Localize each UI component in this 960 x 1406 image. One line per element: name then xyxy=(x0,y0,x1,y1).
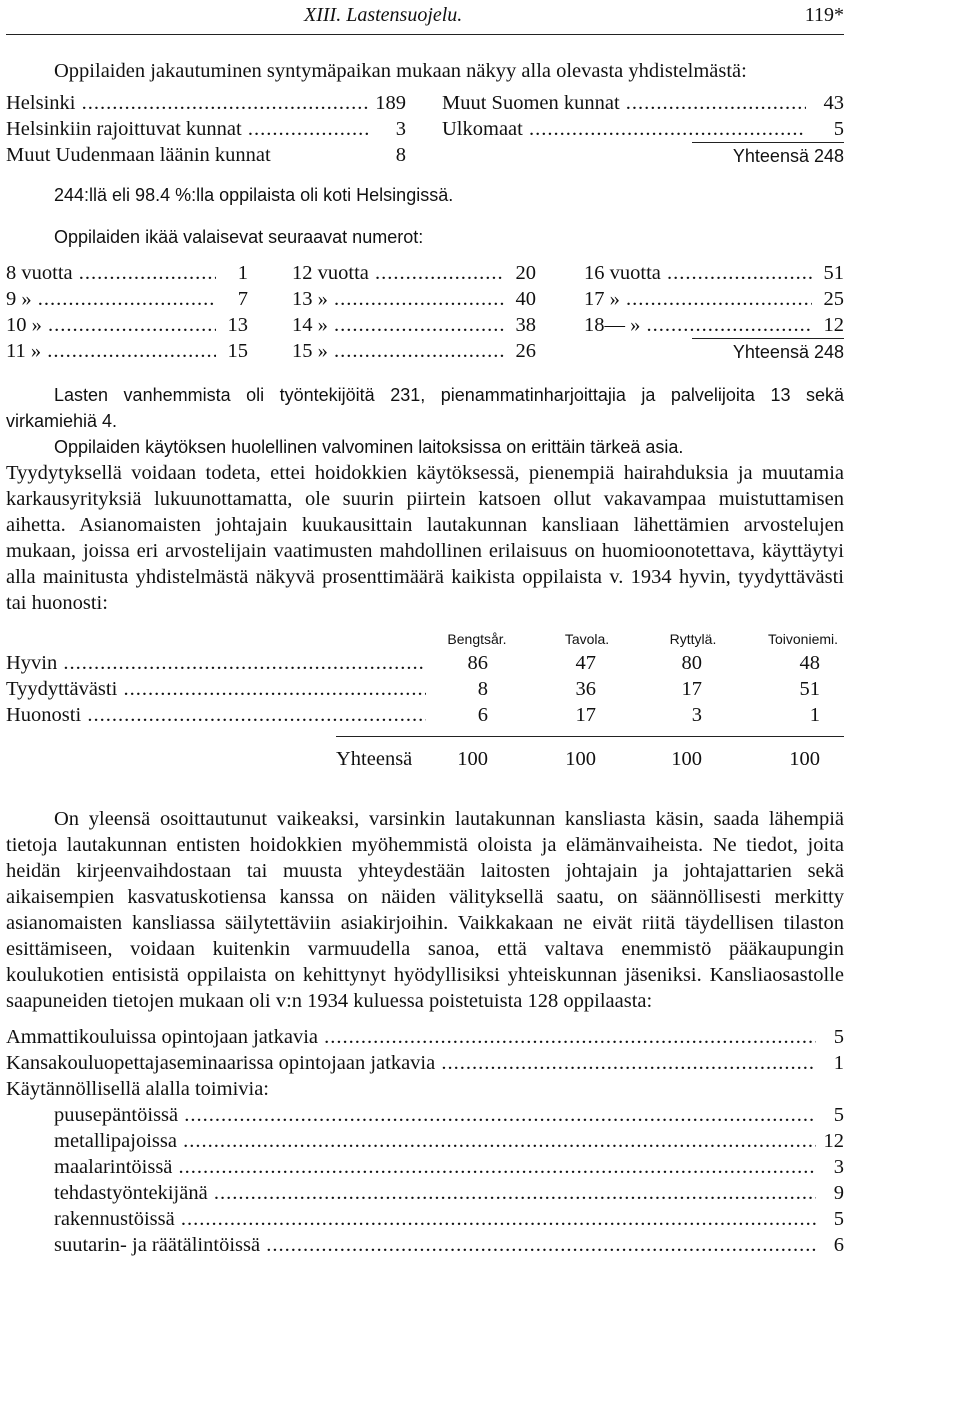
list-item: Kansakouluopettajaseminaarissa opintojaan jatkavia ..... 1 xyxy=(6,1050,844,1076)
helsinki-share: 244:llä eli 98.4 %:lla oppilaista oli koti Helsingissä. xyxy=(54,185,454,205)
grades-sum-rule xyxy=(336,736,844,737)
age-total: Yhteensä 248 xyxy=(732,342,844,362)
behaviour-paragraph: Tyydytyksellä voidaan todeta, ettei hoidokkien käytöksessä, pienempiä hairahduksia ja muutamia karkausyrityksiä lukuunottamatta, ole suurin piirtein katsoen ollut vakavampaa muistuttamisen aihetta. Asianomaisten johtajain kuukausittain lautakunnan kansliaan lähettämien arvostelujen mukaan, joissa eri arvostelijain vaatimusten mahdollinen erilaisuus on huomioonotettava, käyttäytyi alla mainitusta yhdistelmästä näkyvä prosenttimäärä kaikista oppilaista v. 1934 hyvin, tyydyttävästi tai huonosti: xyxy=(6,462,844,614)
birthplace-row: Ulkomaat ..... 5 xyxy=(442,116,844,142)
age-row: 8 vuotta ..... 1 xyxy=(6,260,248,286)
page-number: 119* xyxy=(804,4,844,26)
grades-table xyxy=(6,626,844,788)
birthplace-row: Muut Uudenmaan läänin kunnat 8 xyxy=(6,144,406,166)
list-item: maalarintöissä ..... 3 xyxy=(6,1154,844,1180)
grades-col-header: Tavola. xyxy=(564,631,610,647)
age-intro: Oppilaiden ikää valaisevat seuraavat numerot: xyxy=(54,227,424,247)
birthplace-table xyxy=(6,90,844,182)
birthplace-row: Helsinki ..... 189 xyxy=(6,90,406,116)
age-table xyxy=(6,254,844,378)
header-rule xyxy=(6,34,844,35)
age-row: 17 » ..... 25 xyxy=(584,286,844,312)
age-column-3 xyxy=(584,260,844,365)
birthplace-row: Muut Suomen kunnat ..... 43 xyxy=(442,90,844,116)
grades-row: Tyydyttävästi ..... 8 36 17 51 xyxy=(6,676,844,702)
parents-paragraph: Lasten vanhemmista oli työntekijöitä 231, pienammatinharjoittajia ja palvelijoita 13 sekä virkamiehiä 4. xyxy=(6,385,844,431)
age-column-1 xyxy=(6,260,248,364)
grades-col-header: Bengtsår. xyxy=(447,631,507,647)
age-row: 16 vuotta ..... 51 xyxy=(584,260,844,286)
age-row: 14 » ..... 38 xyxy=(292,312,536,338)
list-item: rakennustöissä ..... 5 xyxy=(6,1206,844,1232)
list-heading: Käytännöllisellä alalla toimivia: xyxy=(6,1078,270,1100)
age-column-2 xyxy=(292,260,536,364)
list-item: Ammattikouluissa opintojaan jatkavia ..... 5 xyxy=(6,1024,844,1050)
removed-list xyxy=(6,1024,844,1258)
birthplace-total: Yhteensä 248 xyxy=(732,146,844,166)
behaviour-paragraph-lead: Oppilaiden käytöksen huolellinen valvominen laitoksissa on erittäin tärkeä asia. xyxy=(54,437,684,457)
list-item: tehdastyöntekijänä ..... 9 xyxy=(6,1180,844,1206)
age-row: 9 » ..... 7 xyxy=(6,286,248,312)
age-row: 10 » ..... 13 xyxy=(6,312,248,338)
document-page xyxy=(6,0,844,1258)
birthplace-left-column xyxy=(6,90,406,168)
grades-total-row: Yhteensä 100 100 100 100 xyxy=(336,748,820,770)
chapter-title: XIII. Lastensuojelu. xyxy=(304,4,463,26)
grades-total-label: Yhteensä xyxy=(336,748,413,770)
list-item: puusepäntöissä ..... 5 xyxy=(6,1102,844,1128)
page-header xyxy=(6,0,844,30)
grades-col-header: Ryttylä. xyxy=(669,631,717,647)
age-row: 12 vuotta ..... 20 xyxy=(292,260,536,286)
birthplace-row: Helsinkiin rajoittuvat kunnat ..... 3 xyxy=(6,116,406,142)
grades-row: Huonosti ..... 6 17 3 1 xyxy=(6,702,844,728)
grades-col-header: Toivoniemi. xyxy=(767,631,839,647)
followup-paragraph: On yleensä osoittautunut vaikeaksi, varsinkin lautakunnan kansliasta käsin, saada lähempiä tietoja lautakunnan entisten hoidokkien myöhemmistä oloista ja elämänvaiheista. Ne tiedot, joita heidän kirjeenvaihdostaan tai muusta yhteydestään laitosten johtajain ja johtajattarien sekä aikaisempien kasvatuskotiensa kanssa on näiden välityksellä saatu, on säännöllisesti merkitty asianomaisten kansliassa säilytettäviin asiakirjoihin. Vaikkakaan ne eivät riitä täydellisen tilaston esittämiseen, voidaan kuitenkin varmuudella sanoa, että valtava enemmistö pääkaupungin koulukotien entisistä oppilaista on kehittynyt hyödyllisiksi yhteiskunnan jäseniksi. Kansliaosastolle saapuneiden tietojen mukaan oli v:n 1934 kuluessa poistetuista 128 oppilaasta: xyxy=(6,808,844,1012)
age-row: 11 » ..... 15 xyxy=(6,338,248,364)
age-row: 18— » ..... 12 xyxy=(584,312,844,338)
age-row: 15 » ..... 26 xyxy=(292,338,536,364)
age-row: 13 » ..... 40 xyxy=(292,286,536,312)
birthplace-right-column xyxy=(442,90,844,169)
list-item: metallipajoissa ..... 12 xyxy=(6,1128,844,1154)
grades-row: Hyvin ..... 86 47 80 48 xyxy=(6,650,844,676)
list-item: suutarin- ja räätälintöissä ..... 6 xyxy=(6,1232,844,1258)
intro-paragraph: Oppilaiden jakautuminen syntymäpaikan mukaan näkyy alla olevasta yhdistelmästä: xyxy=(54,60,747,82)
